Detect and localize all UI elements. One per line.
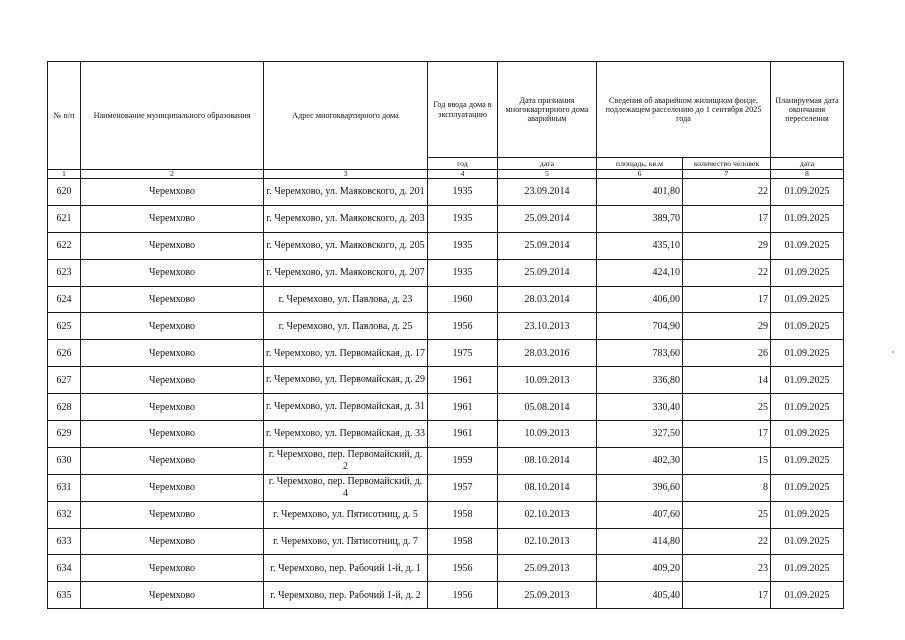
table-row <box>48 555 844 582</box>
row-number: 628 <box>48 394 81 421</box>
area-cell: 336,80 <box>597 367 683 394</box>
area-cell: 389,70 <box>597 205 683 232</box>
people-count-cell: 8 <box>683 474 771 501</box>
unit-year: год <box>428 158 498 170</box>
row-number: 620 <box>48 179 81 206</box>
planned-date-cell: 01.09.2025 <box>771 501 844 528</box>
header-planned: Планируемая дата окончания переселения <box>771 62 844 158</box>
people-count-cell: 22 <box>683 259 771 286</box>
table-row <box>48 286 844 313</box>
municipality-cell: Черемхово <box>81 313 264 340</box>
unit-planned-date: дата <box>771 158 844 170</box>
row-number: 624 <box>48 286 81 313</box>
year-cell: 1935 <box>428 259 498 286</box>
year-cell: 1935 <box>428 205 498 232</box>
planned-date-cell: 01.09.2025 <box>771 528 844 555</box>
row-number: 629 <box>48 421 81 448</box>
municipality-cell: Черемхово <box>81 394 264 421</box>
year-cell: 1961 <box>428 367 498 394</box>
area-cell: 396,60 <box>597 474 683 501</box>
scan-speck <box>892 351 894 353</box>
area-cell: 424,10 <box>597 259 683 286</box>
address-cell: г. Черемхово, ул. Маяковского, д. 207 <box>264 259 428 286</box>
row-number: 634 <box>48 555 81 582</box>
row-number: 625 <box>48 313 81 340</box>
column-number: 7 <box>683 170 771 179</box>
table-row <box>48 313 844 340</box>
address-cell: г. Черемхово, пер. Первомайский, д. 4 <box>264 474 428 501</box>
municipality-cell: Черемхово <box>81 259 264 286</box>
planned-date-cell: 01.09.2025 <box>771 205 844 232</box>
row-number: 626 <box>48 340 81 367</box>
municipality-cell: Черемхово <box>81 340 264 367</box>
municipality-cell: Черемхово <box>81 179 264 206</box>
year-cell: 1956 <box>428 555 498 582</box>
municipality-cell: Черемхово <box>81 447 264 474</box>
year-cell: 1958 <box>428 528 498 555</box>
people-count-cell: 17 <box>683 582 771 609</box>
year-cell: 1959 <box>428 447 498 474</box>
date-recognized-cell: 25.09.2013 <box>498 555 597 582</box>
area-cell: 327,50 <box>597 421 683 448</box>
people-count-cell: 14 <box>683 367 771 394</box>
table-body <box>48 179 844 609</box>
table-row <box>48 394 844 421</box>
address-cell: г. Черемхово, ул. Павлова, д. 23 <box>264 286 428 313</box>
people-count-cell: 26 <box>683 340 771 367</box>
header-municipality: Наименование муниципального образования <box>81 62 264 170</box>
date-recognized-cell: 23.10.2013 <box>498 313 597 340</box>
area-cell: 414,80 <box>597 528 683 555</box>
header-num: № п/п <box>48 62 81 170</box>
row-number: 627 <box>48 367 81 394</box>
table-row <box>48 205 844 232</box>
date-recognized-cell: 08.10.2014 <box>498 474 597 501</box>
table-row <box>48 501 844 528</box>
year-cell: 1960 <box>428 286 498 313</box>
year-cell: 1956 <box>428 582 498 609</box>
year-cell: 1961 <box>428 394 498 421</box>
column-number: 4 <box>428 170 498 179</box>
municipality-cell: Черемхово <box>81 528 264 555</box>
area-cell: 704,90 <box>597 313 683 340</box>
table-row <box>48 582 844 609</box>
date-recognized-cell: 02.10.2013 <box>498 528 597 555</box>
planned-date-cell: 01.09.2025 <box>771 179 844 206</box>
municipality-cell: Черемхово <box>81 286 264 313</box>
municipality-cell: Черемхово <box>81 421 264 448</box>
header-year: Год ввода дома в эксплуатацию <box>428 62 498 158</box>
column-number: 3 <box>264 170 428 179</box>
table-row <box>48 340 844 367</box>
year-cell: 1961 <box>428 421 498 448</box>
column-number-row <box>48 170 844 179</box>
date-recognized-cell: 02.10.2013 <box>498 501 597 528</box>
column-number: 1 <box>48 170 81 179</box>
people-count-cell: 22 <box>683 179 771 206</box>
planned-date-cell: 01.09.2025 <box>771 367 844 394</box>
address-cell: г. Черемхово, ул. Пятисотниц, д. 5 <box>264 501 428 528</box>
row-number: 623 <box>48 259 81 286</box>
date-recognized-cell: 25.09.2014 <box>498 259 597 286</box>
address-cell: г. Черемхово, ул. Маяковского, д. 201 <box>264 179 428 206</box>
planned-date-cell: 01.09.2025 <box>771 555 844 582</box>
planned-date-cell: 01.09.2025 <box>771 259 844 286</box>
planned-date-cell: 01.09.2025 <box>771 313 844 340</box>
municipality-cell: Черемхово <box>81 555 264 582</box>
row-number: 633 <box>48 528 81 555</box>
address-cell: г. Черемхово, ул. Первомайская, д. 33 <box>264 421 428 448</box>
date-recognized-cell: 28.03.2014 <box>498 286 597 313</box>
document-sheet <box>47 61 844 609</box>
area-cell: 405,40 <box>597 582 683 609</box>
row-number: 630 <box>48 447 81 474</box>
area-cell: 330,40 <box>597 394 683 421</box>
row-number: 632 <box>48 501 81 528</box>
emergency-housing-table <box>47 61 844 609</box>
address-cell: г. Черемхово, ул. Пятисотниц, д. 7 <box>264 528 428 555</box>
header-date-recognized: Дата признания многоквартирного дома аварийным <box>498 62 597 158</box>
area-cell: 402,30 <box>597 447 683 474</box>
people-count-cell: 17 <box>683 205 771 232</box>
column-number: 8 <box>771 170 844 179</box>
date-recognized-cell: 25.09.2014 <box>498 205 597 232</box>
date-recognized-cell: 25.09.2014 <box>498 232 597 259</box>
address-cell: г. Черемхово, ул. Маяковского, д. 203 <box>264 205 428 232</box>
planned-date-cell: 01.09.2025 <box>771 232 844 259</box>
address-cell: г. Черемхово, пер. Рабочий 1-й, д. 2 <box>264 582 428 609</box>
table-row <box>48 528 844 555</box>
municipality-cell: Черемхово <box>81 474 264 501</box>
year-cell: 1956 <box>428 313 498 340</box>
area-cell: 435,10 <box>597 232 683 259</box>
municipality-cell: Черемхово <box>81 501 264 528</box>
table-row <box>48 232 844 259</box>
row-number: 621 <box>48 205 81 232</box>
column-number: 2 <box>81 170 264 179</box>
table-row <box>48 367 844 394</box>
people-count-cell: 23 <box>683 555 771 582</box>
unit-area: площадь, кв.м <box>597 158 683 170</box>
planned-date-cell: 01.09.2025 <box>771 340 844 367</box>
year-cell: 1935 <box>428 232 498 259</box>
people-count-cell: 17 <box>683 421 771 448</box>
table-header <box>48 62 844 179</box>
date-recognized-cell: 25.09.2013 <box>498 582 597 609</box>
table-row <box>48 421 844 448</box>
planned-date-cell: 01.09.2025 <box>771 394 844 421</box>
date-recognized-cell: 23.09.2014 <box>498 179 597 206</box>
area-cell: 401,80 <box>597 179 683 206</box>
address-cell: г. Черемхово, ул. Маяковского, д. 205 <box>264 232 428 259</box>
planned-date-cell: 01.09.2025 <box>771 474 844 501</box>
row-number: 635 <box>48 582 81 609</box>
address-cell: г. Черемхово, пер. Первомайский, д. 2 <box>264 447 428 474</box>
area-cell: 406,00 <box>597 286 683 313</box>
year-cell: 1957 <box>428 474 498 501</box>
address-cell: г. Черемхово, ул. Павлова, д. 25 <box>264 313 428 340</box>
row-number: 631 <box>48 474 81 501</box>
address-cell: г. Черемхово, ул. Первомайская, д. 31 <box>264 394 428 421</box>
date-recognized-cell: 28.03.2016 <box>498 340 597 367</box>
municipality-cell: Черемхово <box>81 582 264 609</box>
planned-date-cell: 01.09.2025 <box>771 582 844 609</box>
municipality-cell: Черемхово <box>81 232 264 259</box>
date-recognized-cell: 10.09.2013 <box>498 367 597 394</box>
planned-date-cell: 01.09.2025 <box>771 286 844 313</box>
unit-people: количество человек <box>683 158 771 170</box>
planned-date-cell: 01.09.2025 <box>771 421 844 448</box>
area-cell: 409,20 <box>597 555 683 582</box>
column-number: 5 <box>498 170 597 179</box>
header-address: Адрес многоквартирного дома <box>264 62 428 170</box>
table-row <box>48 447 844 474</box>
address-cell: г. Черемхово, ул. Первомайская, д. 17 <box>264 340 428 367</box>
municipality-cell: Черемхово <box>81 205 264 232</box>
people-count-cell: 15 <box>683 447 771 474</box>
table-row <box>48 179 844 206</box>
people-count-cell: 25 <box>683 394 771 421</box>
people-count-cell: 25 <box>683 501 771 528</box>
year-cell: 1958 <box>428 501 498 528</box>
date-recognized-cell: 10.09.2013 <box>498 421 597 448</box>
date-recognized-cell: 08.10.2014 <box>498 447 597 474</box>
column-number: 6 <box>597 170 683 179</box>
people-count-cell: 29 <box>683 232 771 259</box>
header-emergency-info: Сведения об аварийном жилищном фонде, подлежащем расселению до 1 сентября 2025 года <box>597 62 771 158</box>
year-cell: 1935 <box>428 179 498 206</box>
unit-date: дата <box>498 158 597 170</box>
people-count-cell: 17 <box>683 286 771 313</box>
people-count-cell: 29 <box>683 313 771 340</box>
planned-date-cell: 01.09.2025 <box>771 447 844 474</box>
table-row <box>48 474 844 501</box>
area-cell: 783,60 <box>597 340 683 367</box>
table-row <box>48 259 844 286</box>
municipality-cell: Черемхово <box>81 367 264 394</box>
address-cell: г. Черемхово, ул. Первомайская, д. 29 <box>264 367 428 394</box>
address-cell: г. Черемхово, пер. Рабочий 1-й, д. 1 <box>264 555 428 582</box>
row-number: 622 <box>48 232 81 259</box>
area-cell: 407,60 <box>597 501 683 528</box>
people-count-cell: 22 <box>683 528 771 555</box>
date-recognized-cell: 05.08.2014 <box>498 394 597 421</box>
year-cell: 1975 <box>428 340 498 367</box>
